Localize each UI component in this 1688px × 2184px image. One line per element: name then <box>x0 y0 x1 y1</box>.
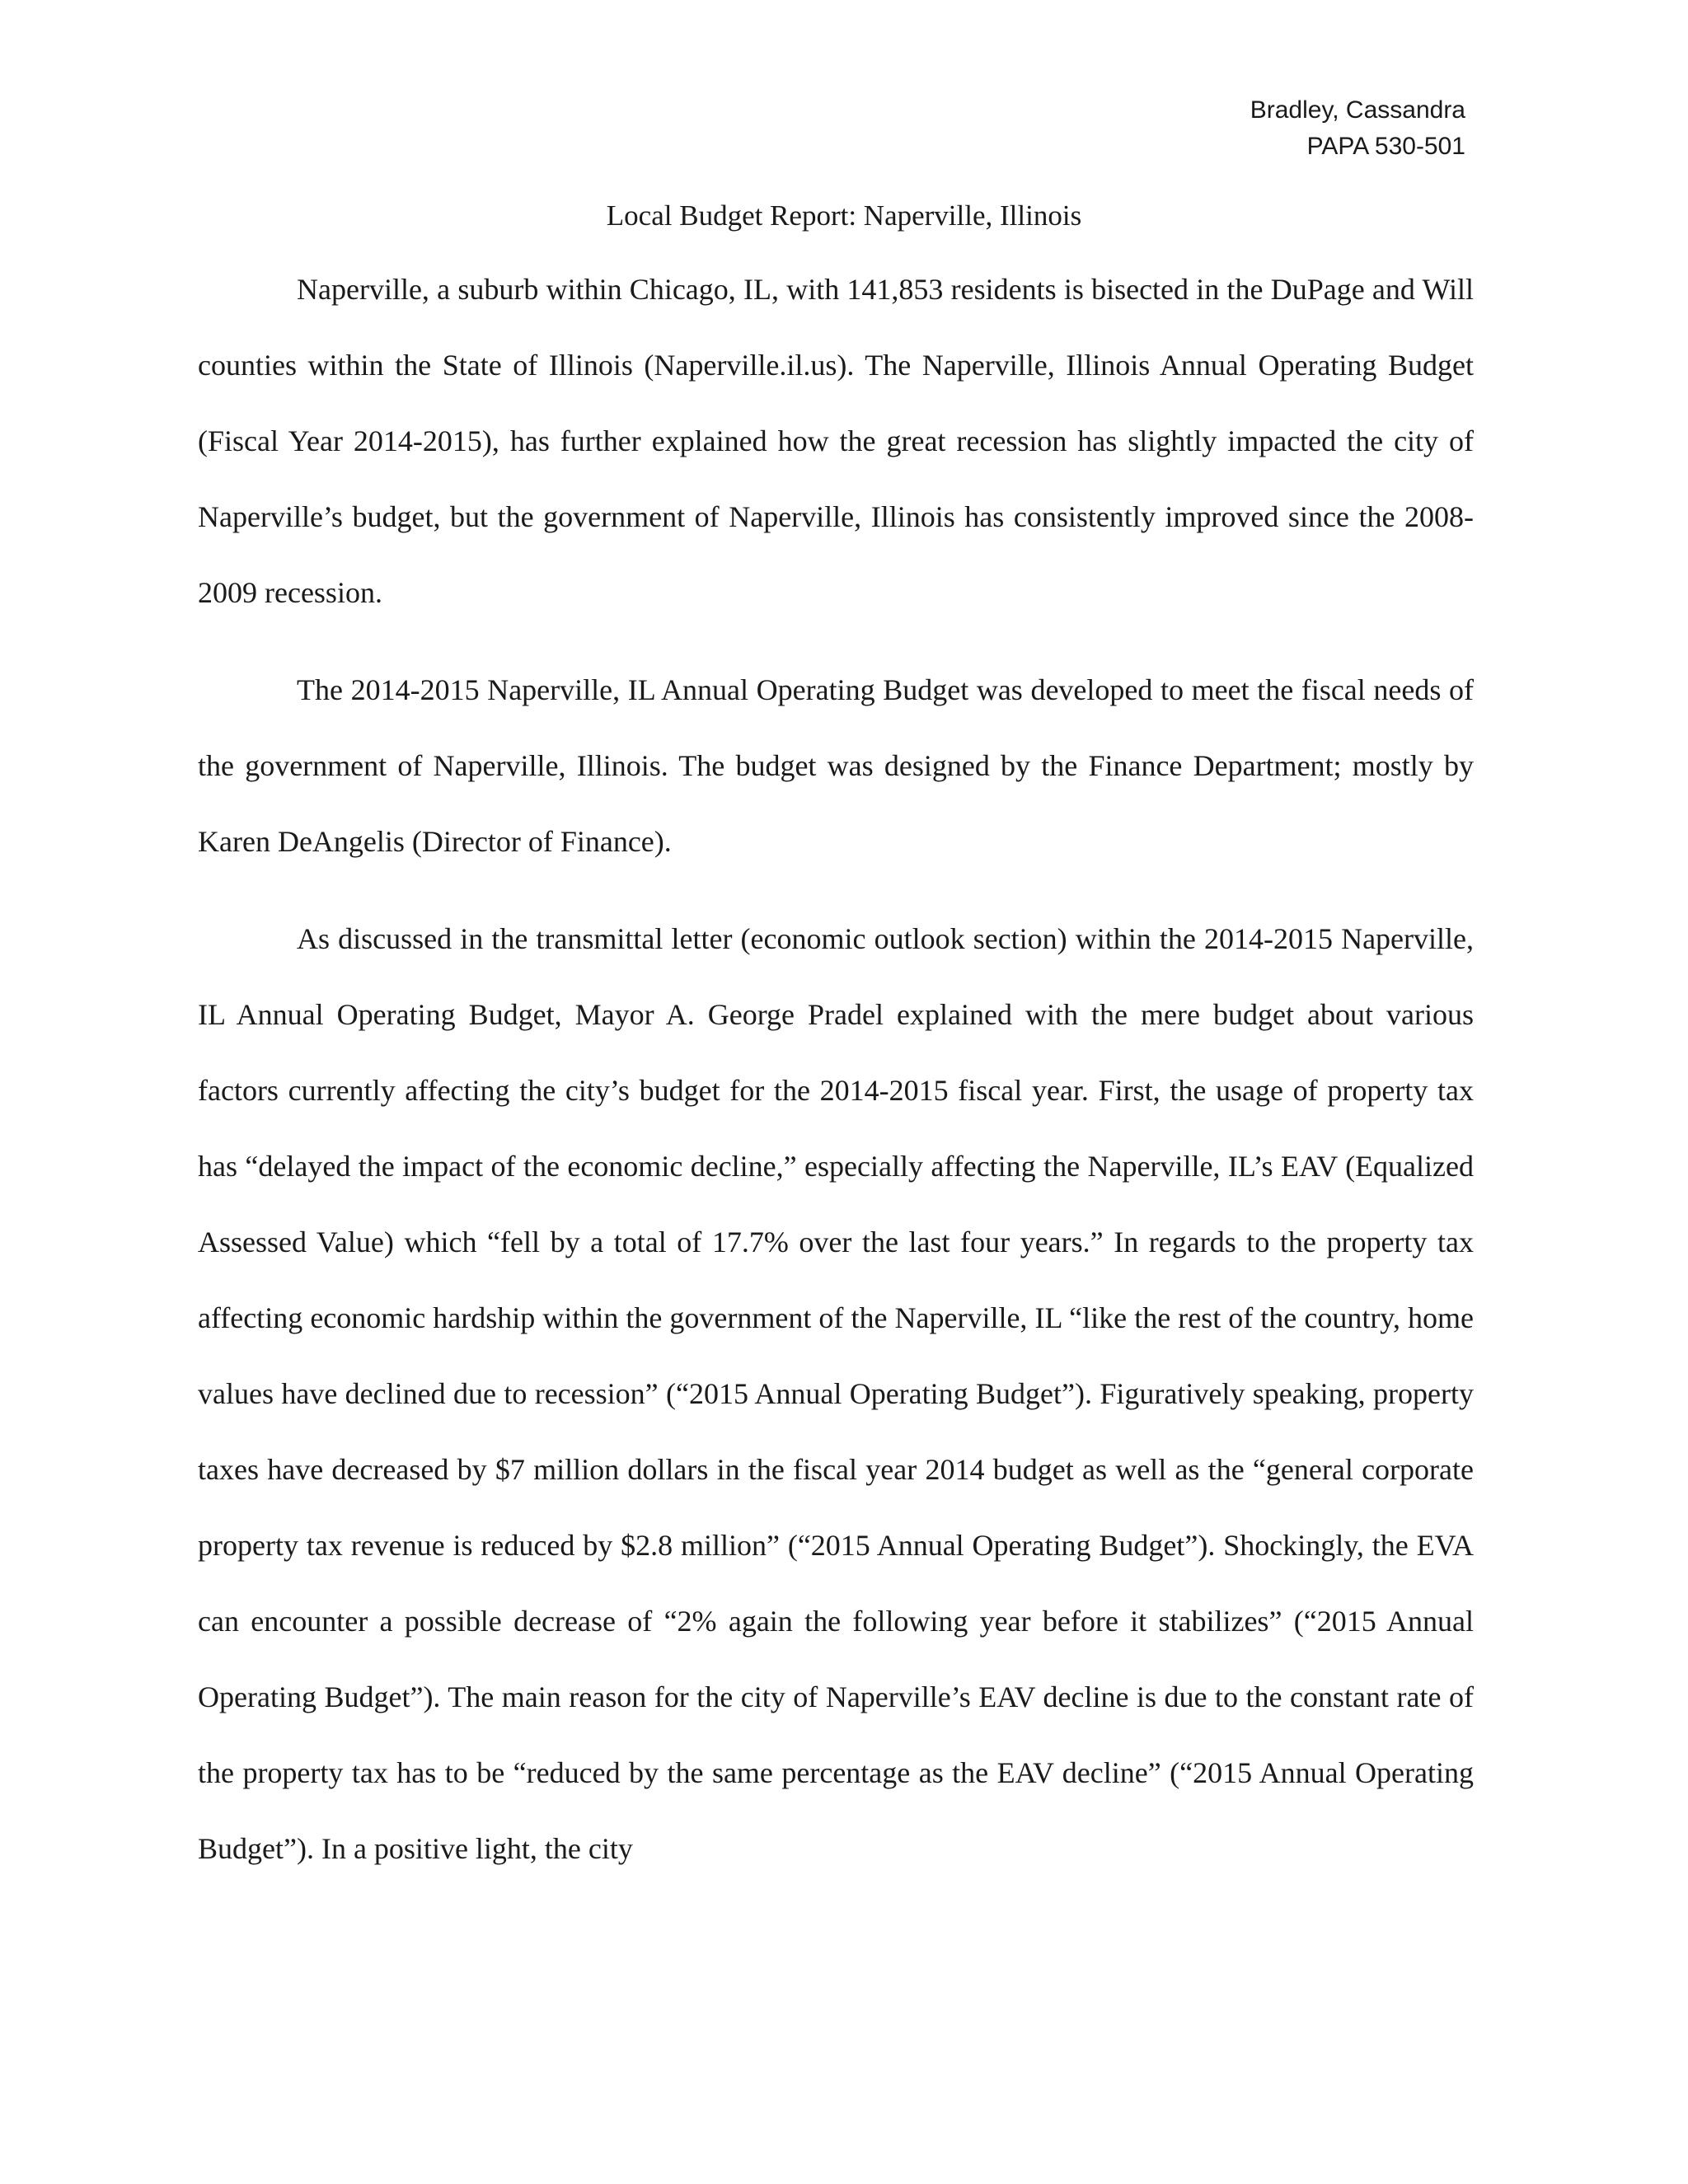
paragraph-budget-development: The 2014-2015 Naperville, IL Annual Operating Budget was developed to meet the fiscal needs of the government of Naperville, Illinois. The budget was designed by the Finance Department; mostly by Karen DeAngelis (Director of Finance). <box>198 673 1474 858</box>
course-code: PAPA 530-501 <box>1306 133 1465 160</box>
author-name: Bradley, Cassandra <box>1250 96 1465 124</box>
document-title: Local Budget Report: Naperville, Illinois <box>606 199 1082 232</box>
paragraph-economic-outlook: As discussed in the transmittal letter (economic outlook section) within the 2014-2015 Naperville, IL Annual Operating Budget, Mayor A. George Pradel explained with the mere budget about various factors currently affecting the city’s budget for the 2014-2015 fiscal year. First, the usage of property tax has “delayed the impact of the economic decline,” especially affecting the Naperville, IL’s EAV (Equalized Assessed Value) which “fell by a total of 17.7% over the last four years.” In regards to the property tax affecting economic hardship within the government of the Naperville, IL “like the rest of the country, home values have declined due to recession” (“2015 Annual Operating Budget”). Figuratively speaking, property taxes have decreased by $7 million dollars in the fiscal year 2014 budget as well as the “general corporate property tax revenue is reduced by $2.8 million” (“2015 Annual Operating Budget”). Shockingly, the EVA can encounter a possible decrease of “2% again the following year before it stabilizes” (“2015 Annual Operating Budget”). The main reason for the city of Naperville’s EAV decline is due to the constant rate of the property tax has to be “reduced by the same percentage as the EAV decline” (“2015 Annual Operating Budget”). In a positive light, the city <box>198 922 1474 1865</box>
document-body <box>198 251 1474 1886</box>
page-header <box>1250 92 1465 165</box>
paragraph-intro: Naperville, a suburb within Chicago, IL, with 141,853 residents is bisected in the DuPage and Will counties within the State of Illinois (Naperville.il.us). The Naperville, Illinois Annual Operating Budget (Fiscal Year 2014-2015), has further explained how the great recession has slightly impacted the city of Naperville’s budget, but the government of Naperville, Illinois has consistently improved since the 2008-2009 recession. <box>198 273 1474 609</box>
